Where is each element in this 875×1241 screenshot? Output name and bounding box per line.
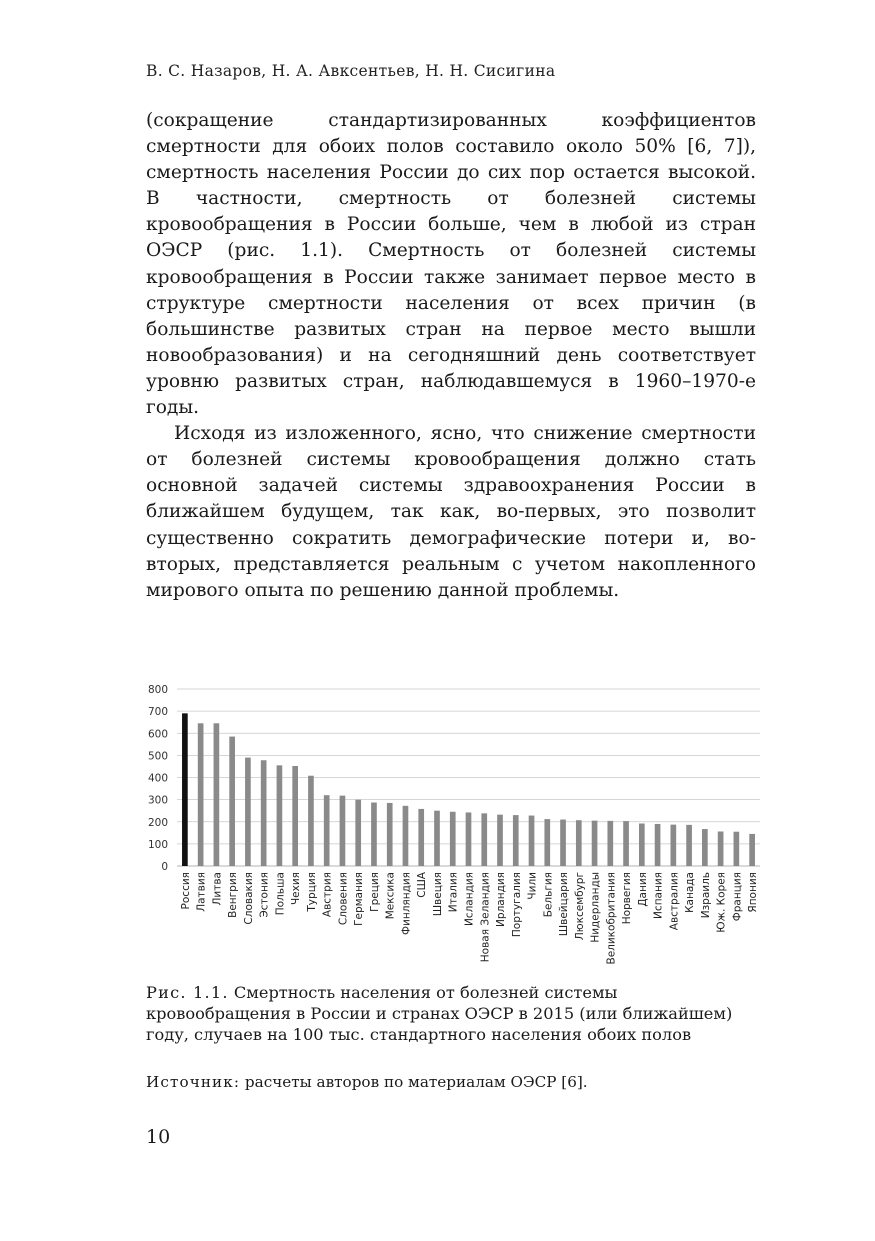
bar-35 <box>718 831 724 866</box>
x-tick-label: Франция <box>731 872 744 922</box>
x-tick-label: Швейцария <box>558 872 571 937</box>
bar-4 <box>229 737 235 866</box>
x-tick-label: Нидерланды <box>589 872 602 943</box>
figure-label: Рис. 1.1. <box>146 983 229 1002</box>
bar-24 <box>544 819 550 866</box>
x-tick-label: Турция <box>305 872 318 912</box>
bar-10 <box>324 795 330 866</box>
bar-12 <box>355 800 361 866</box>
x-tick-label: Россия <box>179 872 192 910</box>
bar-6 <box>261 760 267 866</box>
bar-11 <box>340 796 346 866</box>
x-tick-label: Испания <box>652 872 665 919</box>
bar-17 <box>434 811 440 866</box>
x-tick-label: Польша <box>274 872 287 916</box>
y-tick-label: 400 <box>147 772 168 785</box>
bar-28 <box>607 821 613 866</box>
y-tick-label: 500 <box>147 750 168 763</box>
y-tick-label: 800 <box>147 684 168 696</box>
x-tick-label: США <box>416 872 429 898</box>
x-tick-label: Португалия <box>510 872 523 938</box>
bar-33 <box>686 825 692 866</box>
bar-22 <box>513 815 519 866</box>
page-number: 10 <box>146 1126 171 1148</box>
x-tick-label: Мексика <box>384 872 397 920</box>
bar-36 <box>734 832 740 866</box>
bar-7 <box>277 765 283 866</box>
x-tick-label: Греция <box>368 872 381 912</box>
x-tick-label: Чили <box>526 872 539 900</box>
figure-source <box>146 1072 756 1092</box>
x-tick-label: Эстония <box>258 872 271 918</box>
x-tick-label: Швеция <box>431 872 444 917</box>
y-tick-label: 200 <box>147 816 168 829</box>
bar-18 <box>450 812 456 866</box>
x-tick-label: Япония <box>747 872 760 913</box>
body-text <box>146 108 756 604</box>
x-tick-label: Новая Зеландия <box>479 872 492 963</box>
bar-13 <box>371 803 377 867</box>
bar-9 <box>308 776 314 866</box>
x-axis-labels <box>180 871 759 964</box>
bar-19 <box>466 812 472 866</box>
bar-1 <box>182 713 188 866</box>
bar-2 <box>198 723 204 866</box>
bar-chart <box>140 676 770 976</box>
x-tick-label: Венгрия <box>227 872 240 918</box>
x-tick-label: Бельгия <box>542 872 555 918</box>
y-tick-label: 100 <box>147 838 168 851</box>
x-tick-label: Израиль <box>699 872 712 919</box>
bar-23 <box>529 816 535 866</box>
x-tick-label: Италия <box>447 872 460 913</box>
x-tick-label: Великобритания <box>605 872 618 965</box>
bar-3 <box>214 723 220 866</box>
x-tick-label: Исландия <box>463 872 476 927</box>
bar-8 <box>292 766 298 866</box>
running-head: В. С. Назаров, Н. А. Авксентьев, Н. Н. Сисигина <box>146 62 556 80</box>
bar-26 <box>576 820 582 866</box>
x-tick-label: Словения <box>337 872 350 926</box>
y-tick-label: 700 <box>147 706 168 719</box>
x-tick-label: Канада <box>684 872 697 913</box>
bar-32 <box>671 825 677 866</box>
paragraph-1: (сокращение стандартизированных коэффициентов смертности для обоих полов составило около 50% [6, 7]), смертность населения России до сих пор остается высокой. В частности, смертность от болезней системы кровообращения в России больше, чем в любой из стран ОЭСР (рис. 1.1). Смертность от болезней системы кровообращения в России также занимает первое место в структуре смертности населения от всех причин (в большинстве развитых стран на первое место вышли новообразования) и на сегодняшний день соответствует уровню развитых стран, наблюдавшемуся в 1960–1970-е годы. <box>146 110 756 419</box>
x-tick-label: Литва <box>211 872 224 906</box>
y-axis-ticks <box>148 684 168 873</box>
x-tick-label: Чехия <box>290 872 303 906</box>
figure-1-1-chart <box>140 676 770 976</box>
y-tick-label: 0 <box>161 861 168 873</box>
bar-27 <box>592 821 598 866</box>
x-tick-label: Норвегия <box>621 872 634 925</box>
x-tick-label: Австрия <box>321 872 334 918</box>
bar-25 <box>560 820 566 866</box>
source-label: Источник: <box>146 1073 241 1091</box>
bar-21 <box>497 815 503 866</box>
figure-caption-text: Смертность населения от болезней системы кровообращения в России и странах ОЭСР в 2015 (или ближайшем) году, случаев на 100 тыс. стандартного населения обоих полов <box>146 983 733 1044</box>
paragraph-2: Исходя из изложенного, ясно, что снижение смертности от болезней системы кровообращения должно стать основной задачей системы здравоохранения России в ближайшем будущем, так как, во-первых, это позволит существенно сократить демографические потери и, во-вторых, представляется реальным с учетом накопленного мирового опыта по решению данной проблемы. <box>146 423 756 601</box>
bar-29 <box>623 821 629 866</box>
y-tick-label: 300 <box>147 794 168 807</box>
x-tick-label: Ирландия <box>495 872 508 927</box>
bar-15 <box>403 806 409 866</box>
x-tick-label: Люксембург <box>573 872 586 941</box>
bar-16 <box>418 809 424 866</box>
bar-37 <box>749 834 755 866</box>
y-tick-label: 600 <box>147 728 168 741</box>
bar-14 <box>387 803 393 866</box>
bar-31 <box>655 824 661 866</box>
x-tick-label: Дания <box>636 872 649 907</box>
x-tick-label: Финляндия <box>400 872 413 936</box>
bar-34 <box>702 829 708 866</box>
bar-5 <box>245 758 251 866</box>
bar-30 <box>639 824 645 866</box>
x-tick-label: Словакия <box>242 872 255 925</box>
bar-20 <box>481 813 487 866</box>
source-text: расчеты авторов по материалам ОЭСР [6]. <box>244 1073 588 1091</box>
figure-caption <box>146 983 756 1045</box>
x-tick-label: Германия <box>353 872 366 926</box>
x-tick-label: Австралия <box>668 872 681 931</box>
x-tick-label: Юж. Корея <box>715 872 728 933</box>
x-tick-label: Латвия <box>195 872 208 912</box>
bars <box>182 713 755 866</box>
